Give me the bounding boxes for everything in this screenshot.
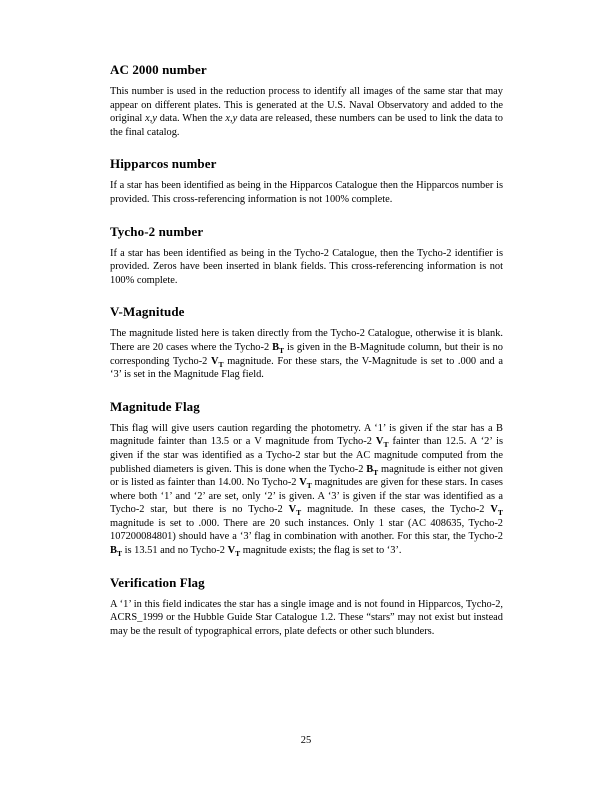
catalog-variable: B: [366, 463, 374, 475]
paragraph: [110, 422, 503, 558]
paragraph: [110, 247, 503, 288]
text-run: If a star has been identified as being in the Tycho-2 Catalogue, then the Tycho-2 identifier is provided. Zeros have been inserted in blank fields. This cross-referencing information is not 100% complete.: [110, 247, 503, 286]
text-run: This number is used in the reduction process to identify all images of the same star that may appear on different plates. This is generated at the U.S. Naval Observatory and added to the original: [110, 86, 503, 125]
catalog-variable: V: [375, 436, 384, 448]
document-section: [110, 156, 503, 206]
document-section: [110, 575, 503, 639]
text-run: data are released, these numbers can be used to link the data to the final catalog.: [110, 113, 503, 138]
section-heading: Magnitude Flag: [110, 398, 200, 414]
math-variable: x,y: [225, 113, 238, 125]
text-run: magnitudes are given for these stars. In cases where both ‘1’ and ‘2’ are set, only ‘2’ is given. A ‘3’ is given if the star was identified as a Tycho-2 star, but there is no Tycho-2: [110, 477, 503, 516]
text-run: is 13.51 and no Tycho-2: [122, 545, 228, 557]
document-section: [110, 399, 503, 558]
section-heading: AC 2000 number: [110, 62, 207, 77]
text-run: magnitude is set to .000. There are 20 such instances. Only 1 star (AC 408635, Tycho-2 107200084801) should have a ‘3’ flag in combination with another. For this star, the Tycho-2: [110, 517, 503, 543]
text-run: data. When the: [156, 113, 226, 125]
text-run: The magnitude listed here is taken directly from the Tycho-2 Catalogue, otherwise it is blank. There are 20 cases where the Tycho-2: [110, 328, 503, 353]
catalog-variable: V: [227, 545, 236, 557]
catalog-variable: V: [299, 477, 307, 489]
math-variable: x,y: [145, 113, 157, 125]
page-content: [110, 62, 503, 640]
paragraph: [110, 85, 503, 139]
text-run: magnitude. For these stars, the V-Magnitude is set to .000 and a ‘3’ is set in the Magnitude Flag field.: [110, 355, 503, 381]
text-run: fainter than 12.5. A ‘2’ is given if the star was identified as a Tycho-2 star but the AC magnitude computed from the published diameters is given. This is done when the Tycho-2: [110, 436, 504, 475]
catalog-variable: V: [490, 504, 498, 516]
page-number: 25: [300, 735, 312, 746]
catalog-variable: V: [211, 355, 219, 367]
catalog-variable-subscript: T: [279, 346, 285, 356]
document-section: [110, 62, 503, 139]
catalog-variable: B: [110, 545, 117, 557]
catalog-variable-subscript: T: [296, 508, 302, 518]
section-heading: Hipparcos number: [110, 156, 217, 172]
paragraph: [110, 179, 503, 206]
section-heading: Tycho-2 number: [110, 223, 204, 239]
text-run: magnitude exists; the flag is set to ‘3’.: [240, 545, 402, 557]
paragraph: [110, 327, 503, 381]
catalog-variable-subscript: T: [383, 440, 389, 450]
document-section: [110, 304, 503, 381]
catalog-variable-subscript: T: [306, 481, 312, 491]
text-run: magnitude is either not given or is listed as fainter than 14.00. No Tycho-2: [110, 463, 503, 489]
catalog-variable-subscript: T: [116, 549, 123, 559]
catalog-variable-subscript: T: [497, 508, 503, 518]
text-run: This flag will give users caution regarding the photometry. A ‘1’ is given if the star has a B magnitude fainter than 13.5 or a V magnitude from Tycho-2: [110, 422, 503, 448]
text-run: magnitude. In these cases, the Tycho-2: [301, 504, 491, 516]
paragraph: [110, 598, 503, 639]
catalog-variable: V: [288, 504, 297, 516]
section-heading: V-Magnitude: [110, 304, 185, 320]
catalog-variable-subscript: T: [373, 467, 379, 477]
document-section: [110, 224, 503, 288]
text-run: is given in the B-Magnitude column, but their is no corresponding Tycho-2: [110, 341, 503, 367]
section-heading: Verification Flag: [110, 574, 205, 590]
catalog-variable-subscript: T: [218, 359, 224, 369]
text-run: A ‘1’ in this field indicates the star has a single image and is not found in Hipparcos, Tycho-2, ACRS_1999 or the Hubble Guide Star Catalogue 1.2. These “stars” may not exist but instead may be the result of typographical errors, plate defects or other such blunders.: [110, 598, 503, 637]
catalog-variable: B: [272, 341, 280, 353]
text-run: If a star has been identified as being in the Hipparcos Catalogue then the Hipparcos number is provided. This cross-referencing information is not 100% complete.: [110, 180, 503, 205]
catalog-variable-subscript: T: [235, 549, 241, 559]
